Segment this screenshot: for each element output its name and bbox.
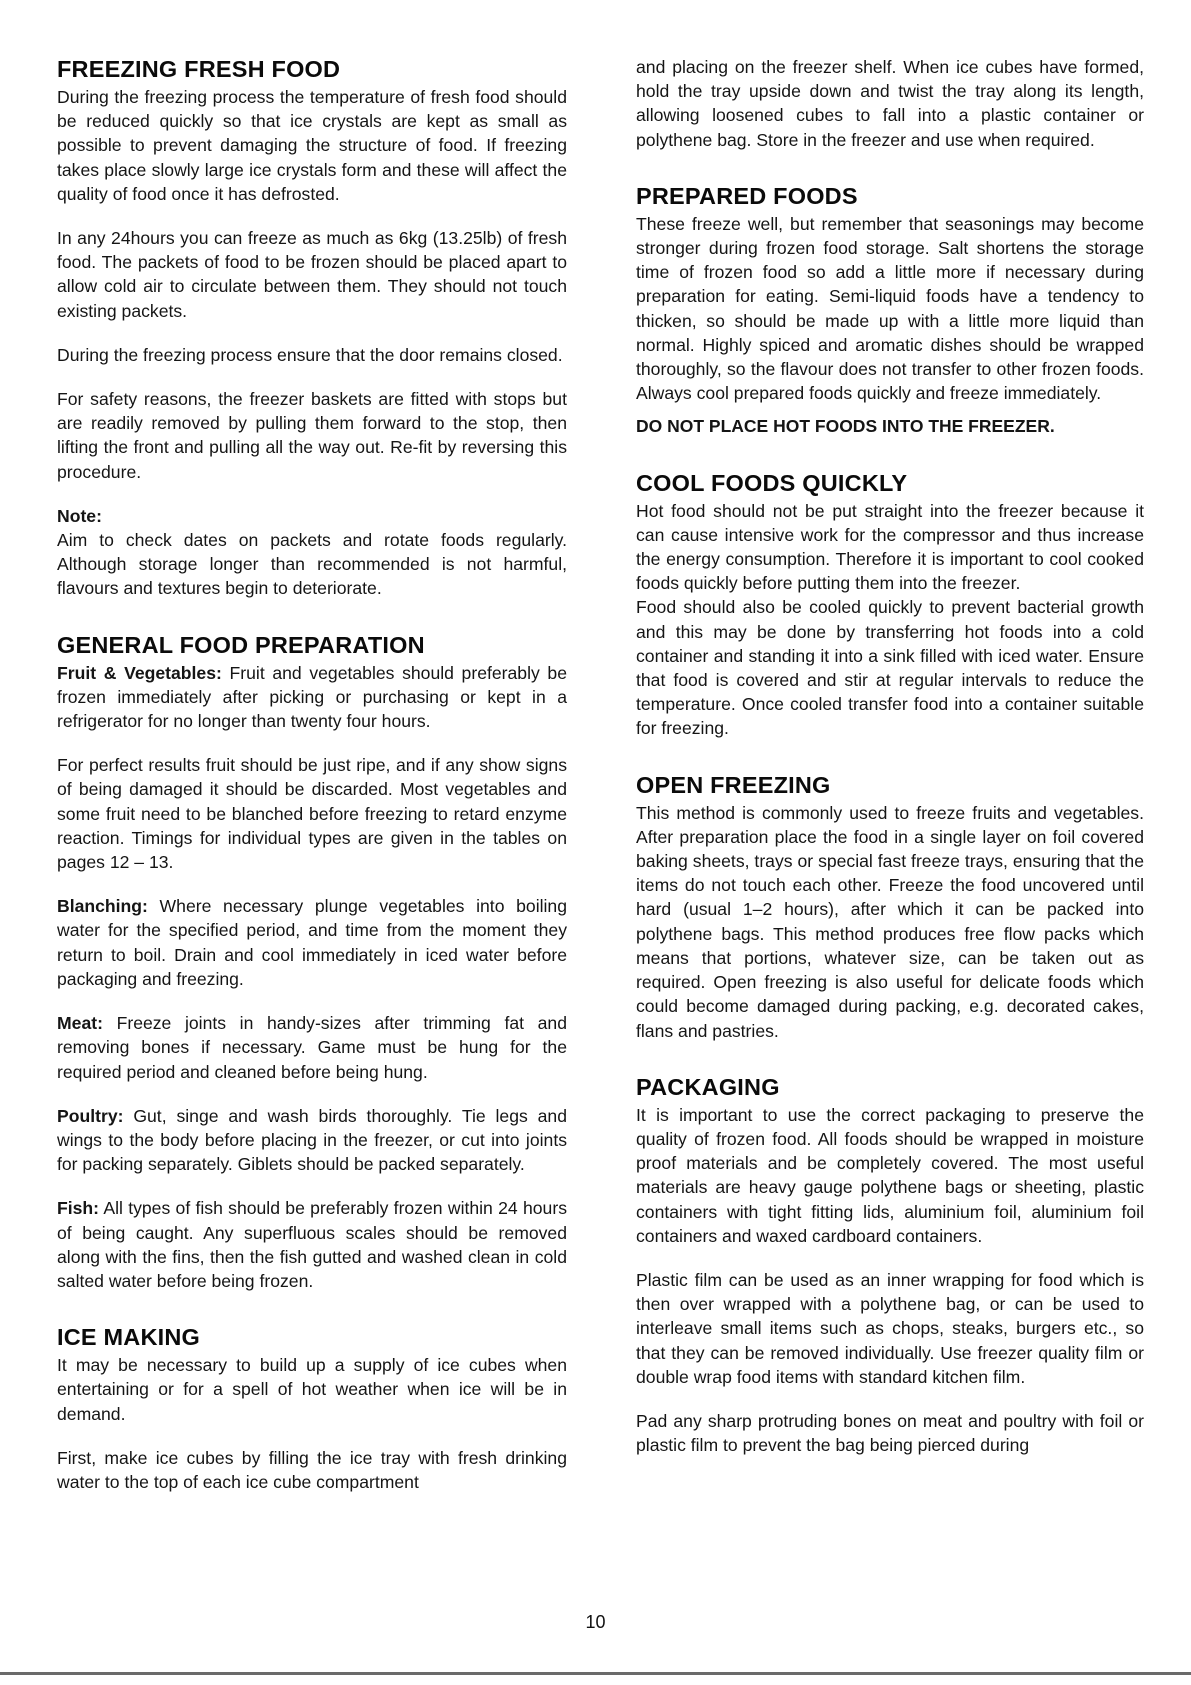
right-column <box>636 55 1144 1457</box>
paragraph: First, make ice cubes by filling the ice tray with fresh drinking water to the top of each ice cube compartment <box>57 1447 567 1492</box>
paragraph: Plastic film can be used as an inner wrapping for food which is then over wrapped with a polythene bag, or can be used to interleave small items such as chops, steaks, burgers etc., so that they can be removed individually. Use freezer quality film or double wrap food items with standard kitchen film. <box>636 1269 1144 1387</box>
paragraph: This method is commonly used to freeze fruits and vegetables. After preparation place the food in a single layer on foil covered baking sheets, trays or special fast freeze trays, ensuring that the items do not touch each other. Freeze the food uncovered until hard (usual 1–2 hours), after which it can be packed into polythene bags. This method produces free flow packs which means that portions, whatever size, can be taken out as required. Open freezing is also useful for delicate foods which could become damaged during packing, e.g. decorated cakes, flans and pastries. <box>636 802 1144 1041</box>
heading-prepared-foods: PREPARED FOODS <box>636 182 858 209</box>
blanching-label: Blanching: <box>57 896 148 917</box>
fruit-vegetables-text: Fruit and vegetables should preferably be frozen immediately after picking or purchasing or kept in a refrigerator for no longer than twenty four hours. <box>57 662 568 732</box>
paragraph: These freeze well, but remember that seasonings may become stronger during frozen food storage. Salt shortens the storage time of frozen food so add a little more if necessary during preparation for eating. Semi-liquid foods have a tendency to thicken, so should be made up with a little more liquid than normal. Highly spiced and aromatic dishes should be wrapped thoroughly, so the flavour does not transfer to other frozen foods. Always cool prepared foods quickly and freeze immediately. <box>636 213 1144 404</box>
bottom-rule <box>0 1672 1191 1675</box>
paragraph: Hot food should not be put straight into the freezer because it can cause intensive work for the compressor and thus increase the energy consumption. Therefore it is important to cool cooked foods quickly before putting them into the freezer. <box>636 500 1144 594</box>
paragraph: For perfect results fruit should be just ripe, and if any show signs of being damaged it should be discarded. Most vegetables and some fruit need to be blanched before freezing to retard enzyme reaction. Timings for individual types are given in the tables on pages 12 – 13. <box>57 755 567 873</box>
poultry-label: Poultry: <box>57 1105 124 1126</box>
paragraph: Food should also be cooled quickly to prevent bacterial growth and this may be done by transferring hot foods into a cold container and standing it into a sink filled with iced water. Ensure that food is covered and stir at regular intervals to reduce the temperature. Once cooled transfer food into a container suitable for freezing. <box>636 597 1144 739</box>
blanching-text: Where necessary plunge vegetables into boiling water for the specified period, and time from the moment they return to boil. Drain and cool immediately in iced water before packaging and freezing. <box>57 896 567 989</box>
note-text: Aim to check dates on packets and rotate foods regularly. Although storage longer than recommended is not harmful, flavours and textures begin to deteriorate. <box>57 530 567 599</box>
heading-packaging: PACKAGING <box>636 1073 780 1100</box>
left-column <box>57 55 567 1494</box>
section-prepared-foods <box>636 182 1144 439</box>
paragraph-meat <box>57 1011 567 1084</box>
section-freezing-fresh-food <box>57 55 567 601</box>
page-number: 10 <box>585 1612 606 1632</box>
fish-label: Fish: <box>57 1198 100 1219</box>
paragraph: During the freezing process the temperature of fresh food should be reduced quickly so that ice crystals are kept as small as possible to prevent damaging the structure of food. If freezing takes place slowly large ice crystals form and these will affect the quality of food once it has defrosted. <box>57 87 567 204</box>
section-ice-making <box>57 1323 567 1494</box>
section-general-food-preparation <box>57 631 567 1293</box>
section-open-freezing <box>636 771 1144 1043</box>
paragraph-ice-making-continued: and placing on the freezer shelf. When ice cubes have formed, hold the tray upside down and twist the tray along its length, allowing loosened cubes to fall into a plastic container or polythene bag. Store in the freezer and use when required. <box>636 57 1144 150</box>
section-packaging <box>636 1073 1144 1458</box>
meat-label: Meat: <box>57 1013 103 1034</box>
paragraph-blanching <box>57 894 567 991</box>
paragraph: Pad any sharp protruding bones on meat and poultry with foil or plastic film to prevent the bag being pierced during <box>636 1410 1144 1456</box>
paragraph: In any 24hours you can freeze as much as 6kg (13.25lb) of fresh food. The packets of food to be frozen should be placed apart to allow cold air to circulate between them. They should not touch existing packets. <box>57 228 567 321</box>
heading-general-food-preparation: GENERAL FOOD PREPARATION <box>57 631 425 658</box>
paragraph-fish <box>57 1196 567 1293</box>
fish-text: All types of fish should be preferably frozen within 24 hours of being caught. Any superfluous scales should be removed along with the fins, then the fish gutted and washed clean in cold salted water before being frozen. <box>57 1198 567 1291</box>
heading-ice-making: ICE MAKING <box>57 1324 200 1351</box>
note-label: Note: <box>57 505 102 526</box>
heading-cool-foods-quickly: COOL FOODS QUICKLY <box>636 469 908 496</box>
poultry-text: Gut, singe and wash birds thoroughly. Tie legs and wings to the body before placing in the freezer, or cut into joints for packing separately. Giblets should be packed separately. <box>57 1105 567 1175</box>
section-cool-foods-quickly <box>636 469 1144 741</box>
paragraph-poultry <box>57 1104 567 1177</box>
paragraph: During the freezing process ensure that the door remains closed. <box>57 344 563 365</box>
warning-text: DO NOT PLACE HOT FOODS INTO THE FREEZER. <box>636 416 1055 437</box>
paragraph: For safety reasons, the freezer baskets are fitted with stops but are readily removed by pulling them forward to the stop, then lifting the front and pulling all the way out. Re-fit by reversing this procedure. <box>57 389 567 482</box>
paragraph: It is important to use the correct packaging to preserve the quality of frozen food. All foods should be wrapped in moisture proof materials and be completely covered. The most useful materials are heavy gauge polythene bags or sheeting, plastic containers with tight fitting lids, aluminium foil, aluminium foil containers and waxed cardboard containers. <box>636 1104 1144 1246</box>
fruit-vegetables-label: Fruit & Vegetables: <box>57 662 222 683</box>
meat-text: Freeze joints in handy-sizes after trimming fat and removing bones if necessary. Game must be hung for the required period and cleaned before being hung. <box>57 1013 567 1082</box>
heading-open-freezing: OPEN FREEZING <box>636 771 831 798</box>
heading-freezing-fresh-food: FREEZING FRESH FOOD <box>57 56 341 82</box>
paragraph-fruit-vegetables <box>57 661 567 734</box>
paragraph: It may be necessary to build up a supply of ice cubes when entertaining or for a spell of hot weather when ice will be in demand. <box>57 1355 567 1424</box>
